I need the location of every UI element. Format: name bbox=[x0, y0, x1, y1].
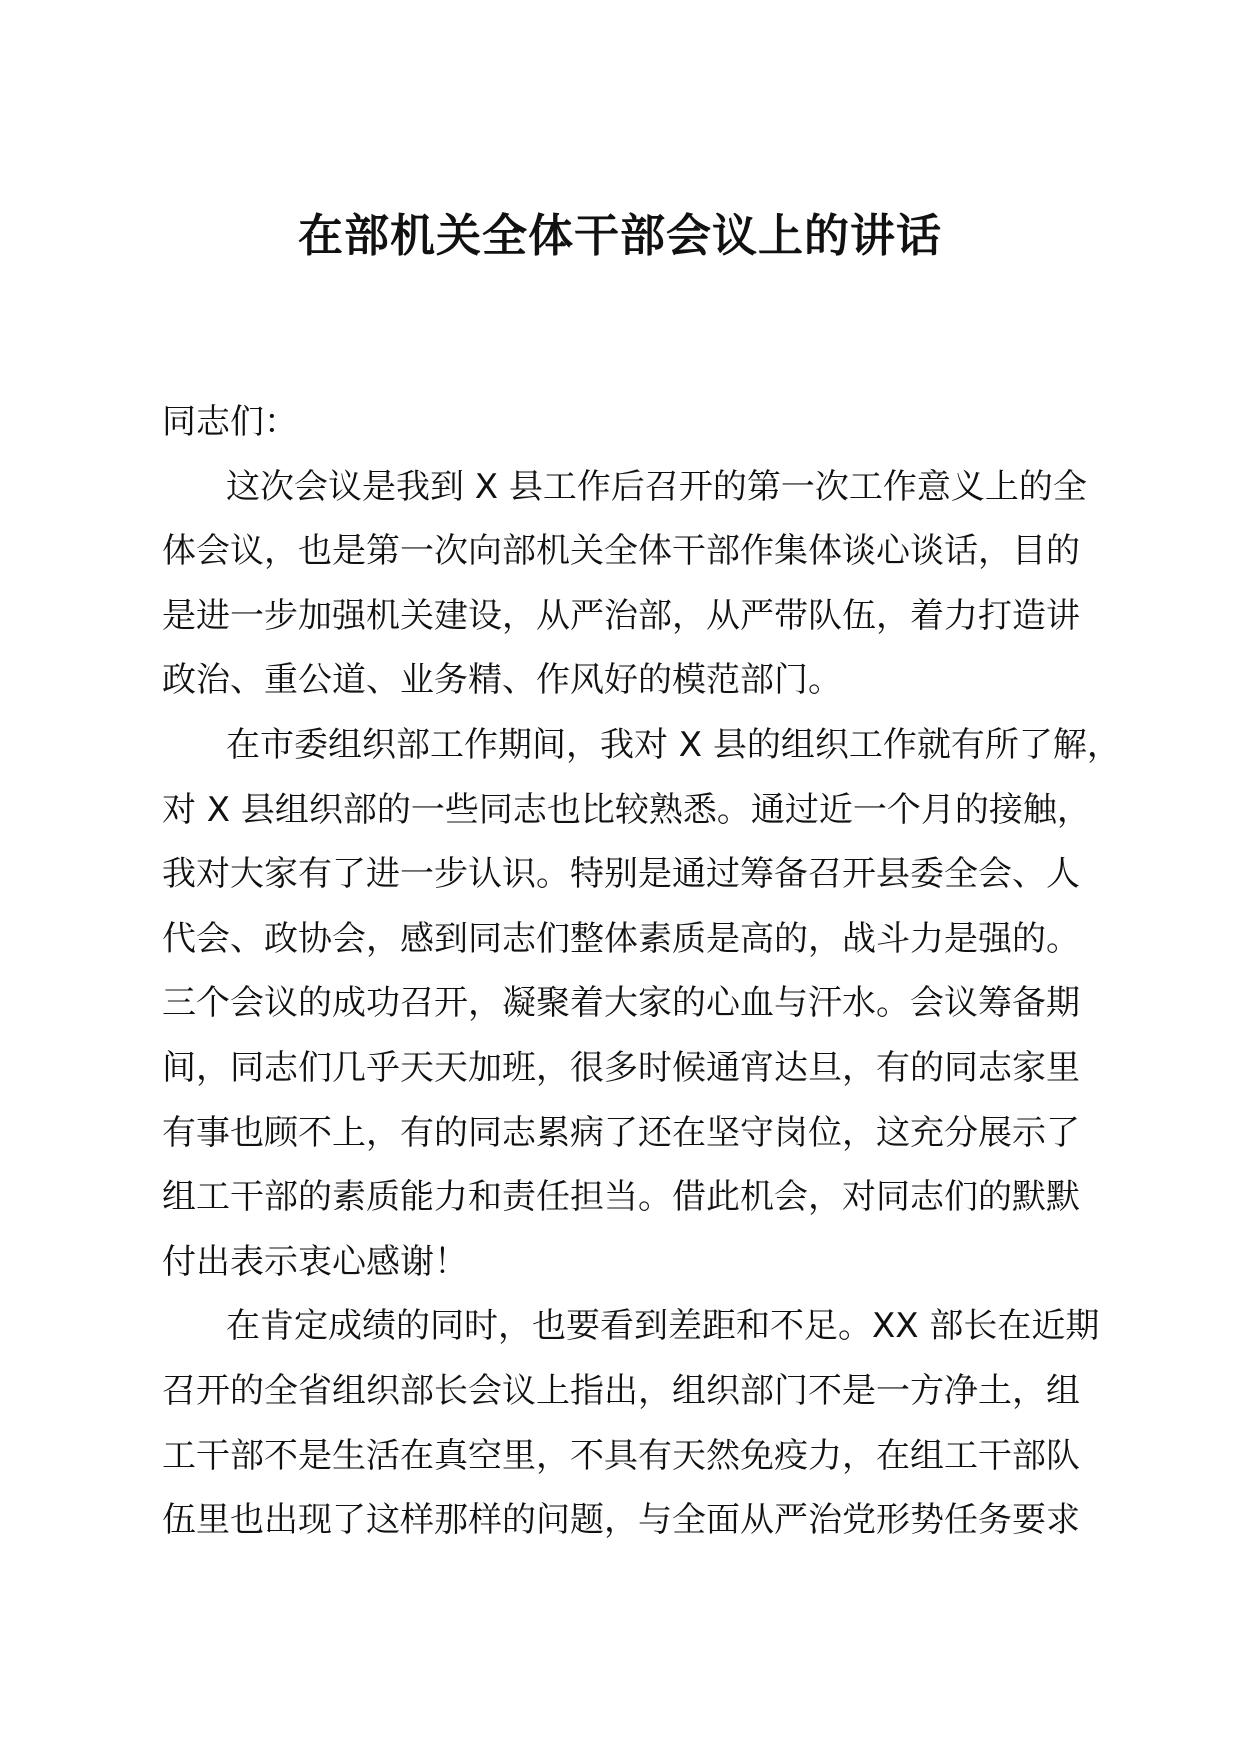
text-line: 召开的全省组织部长会议上指出，组织部门不是一方净土，组 bbox=[162, 1370, 1080, 1411]
text-line: 组工干部的素质能力和责任担当。借此机会，对同志们的默默 bbox=[162, 1177, 1080, 1218]
text-line: 同志们： bbox=[162, 402, 298, 442]
text-line: 在肯定成绩的同时，也要看到差距和不足。XX 部长在近期 bbox=[226, 1306, 1100, 1347]
text-line: 在市委组织部工作期间，我对 X 县的组织工作就有所了解， bbox=[226, 724, 1121, 765]
text-line: 我对大家有了进一步认识。特别是通过筹备召开县委全会、人 bbox=[162, 854, 1080, 895]
text-line: 伍里也出现了这样那样的问题，与全面从严治党形势任务要求 bbox=[162, 1500, 1080, 1541]
text-line: 这次会议是我到 X 县工作后召开的第一次工作意义上的全 bbox=[226, 466, 1087, 507]
text-line: 代会、政协会，感到同志们整体素质是高的，战斗力是强的。 bbox=[162, 918, 1080, 959]
document-body bbox=[162, 390, 1121, 1553]
text-line: 有事也顾不上，有的同志累病了还在坚守岗位，这充分展示了 bbox=[162, 1112, 1080, 1153]
text-line: 是进一步加强机关建设，从严治部，从严带队伍，着力打造讲 bbox=[162, 595, 1080, 636]
text-line: 间，同志们几乎天天加班，很多时候通宵达旦，有的同志家里 bbox=[162, 1047, 1080, 1088]
text-line: 付出表示衷心感谢！ bbox=[162, 1241, 468, 1282]
text-line: 政治、重公道、业务精、作风好的模范部门。 bbox=[162, 660, 842, 701]
text-line: 对 X 县组织部的一些同志也比较熟悉。通过近一个月的接触， bbox=[162, 789, 1091, 830]
text-line: 体会议，也是第一次向部机关全体干部作集体谈心谈话，目的 bbox=[162, 531, 1080, 572]
text-line: 三个会议的成功召开，凝聚着大家的心血与汗水。会议筹备期 bbox=[162, 983, 1080, 1024]
text-line: 工干部不是生活在真空里，不具有天然免疫力，在组工干部队 bbox=[162, 1435, 1080, 1476]
document-title: 在部机关全体干部会议上的讲话 bbox=[297, 209, 942, 262]
